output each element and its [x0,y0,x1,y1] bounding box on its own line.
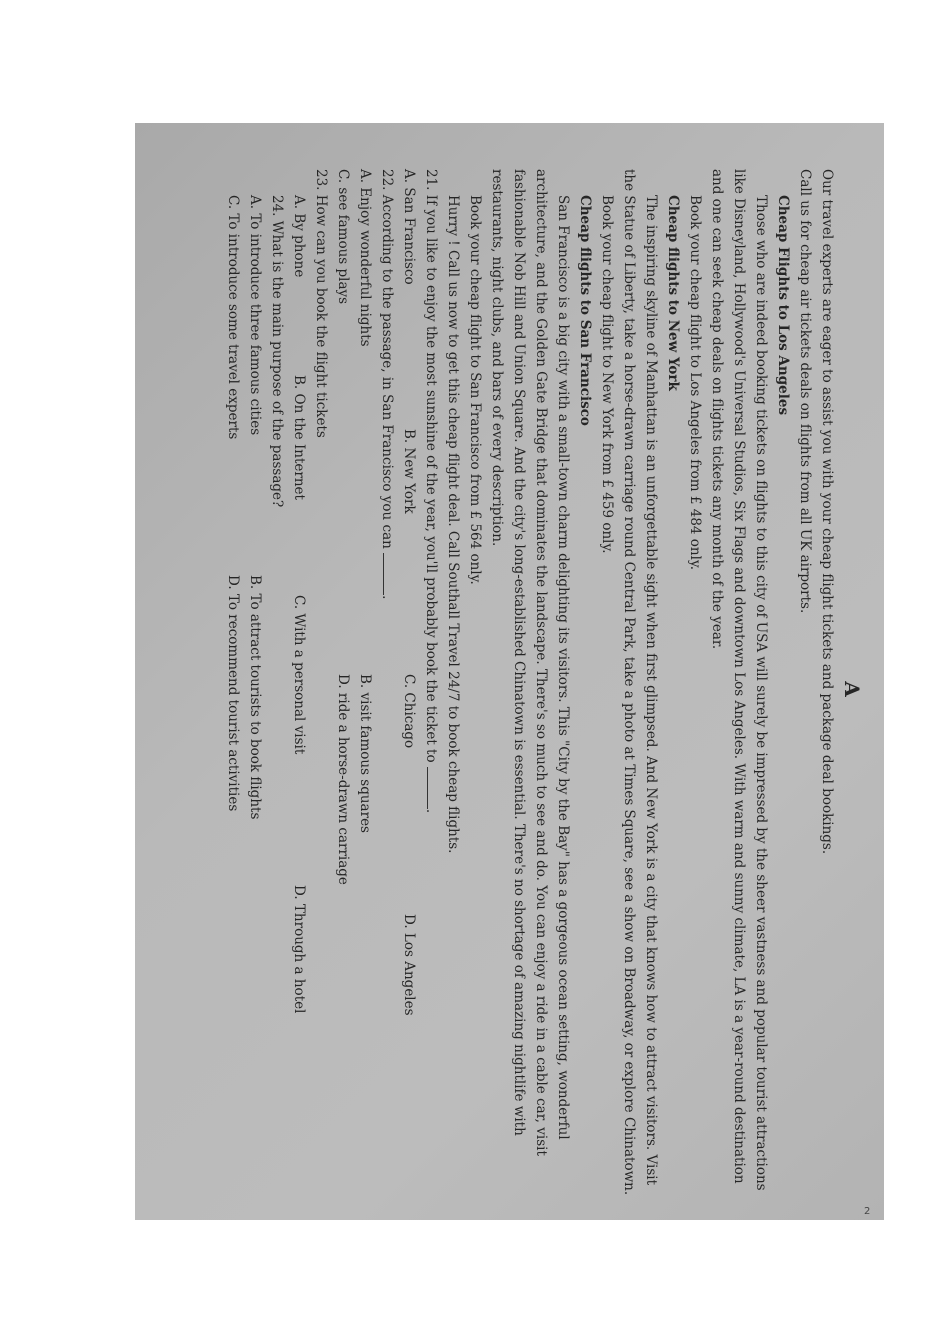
option-c: C. see famous plays [335,169,351,305]
option-a: A. By phone [291,195,307,278]
options-22-row-2 [332,169,354,1209]
blank-suffix: . [423,808,439,814]
option-b: B. On the Internet [291,375,307,500]
section-booking-san-francisco: Book your cheap flight to San Francisco from £ 564 only. [467,195,483,585]
question-stem: 21. If you like to enjoy the most sunshine of the year, you'll probably book the ticket to [423,169,439,763]
option-c: C. With a personal visit [291,595,307,755]
page-content [222,169,864,1209]
question-22 [376,169,398,1209]
option-d: D. Through a hotel [291,885,307,1014]
page-number: 2 [864,1206,871,1217]
section-booking-new-york: Book your cheap flight to New York from £ 459 only. [599,195,615,554]
section-heading-new-york: Cheap flights to New York [665,195,681,391]
passage-title: A [840,681,864,697]
question-stem: 22. According to the passage, in San Francisco you can [379,169,395,549]
option-d: D. Los Angeles [401,914,417,1016]
options-24-row-1 [244,169,266,1209]
option-d: D. ride a horse-drawn carriage [335,674,351,885]
section-body-new-york: The inspiring skyline of Manhattan is an unforgettable sight when first glimpsed. And New York is a city that knows how to attract visitors. Visit the Statue of Liberty, take a horse-drawn carriage round Central Park, take a photo at Times Square, see a show on Broadway, or explore Chinatown. [621,169,659,1196]
answer-blank [427,767,442,809]
option-d: D. To recommend tourist activities [225,575,241,812]
option-b: B. To attract tourists to book flights [247,575,263,820]
question-24 [266,169,288,1209]
question-stem: 23. How can you book the flight tickets [313,169,329,438]
closing-line: Hurry ! Call us now to get this cheap flight deal. Call Southall Travel 24/7 to book cheap flights. [445,195,461,854]
section-heading-san-francisco: Cheap flights to San Francisco [577,195,593,426]
document-photo [135,123,884,1220]
option-c: C. Chicago [401,674,417,749]
options-24-row-2 [222,169,244,1209]
blank-suffix: . [379,595,395,600]
option-b: B. New York [401,429,417,514]
option-a: A. Enjoy wonderful nights [357,169,373,347]
options-22-row-1 [354,169,376,1209]
intro-line-1: Our travel experts are eager to assist you with your cheap flight tickets and package deal bookings. [819,169,835,855]
section-heading-los-angeles: Cheap Flights to Los Angeles [775,195,791,416]
option-a: A. To introduce three famous cities [247,195,263,436]
option-b: B. visit famous squares [357,674,373,833]
section-booking-los-angeles: Book your cheap flight to Los Angeles from £ 484 only. [687,195,703,571]
section-body-los-angeles: Those who are indeed booking tickets on flights to this city of USA will surely be impressed by the sheer vastness and popular tourist attractions like Disneyland, Hollywood's Universal Studios, Six Flags and downtown Los Angeles. With warm and sunny climate, LA is a year-round destination and one can seek cheap deals on flights tickets any month of the year. [709,169,769,1191]
question-21 [420,169,442,1209]
answer-blank [383,553,398,595]
intro-line-2: Call us for cheap air tickets deals on flights from all UK airports. [797,169,813,614]
option-c: C. To introduce some travel experts [225,195,241,440]
section-body-san-francisco: San Francisco is a big city with a small-town charm delighting its visitors. This "City by the Bay" has a gorgeous ocean setting, wonderful architecture, and the Golden Gate Bridge that dominates the landscape. There's so much to see and do. You can enjoy a ride in a cable car, visit fashionable Nob Hill and Union Square. And the city's long-established Chinatown is essential. There's no shortage of amazing nightlife with restaurants, night clubs, and bars of every description. [489,169,571,1156]
options-21 [398,169,420,1209]
question-23 [310,169,332,1209]
rotated-page [135,123,884,1220]
question-stem: 24. What is the main purpose of the passage? [269,195,285,508]
options-23 [288,169,310,1209]
option-a: A. San Francisco [401,169,417,285]
